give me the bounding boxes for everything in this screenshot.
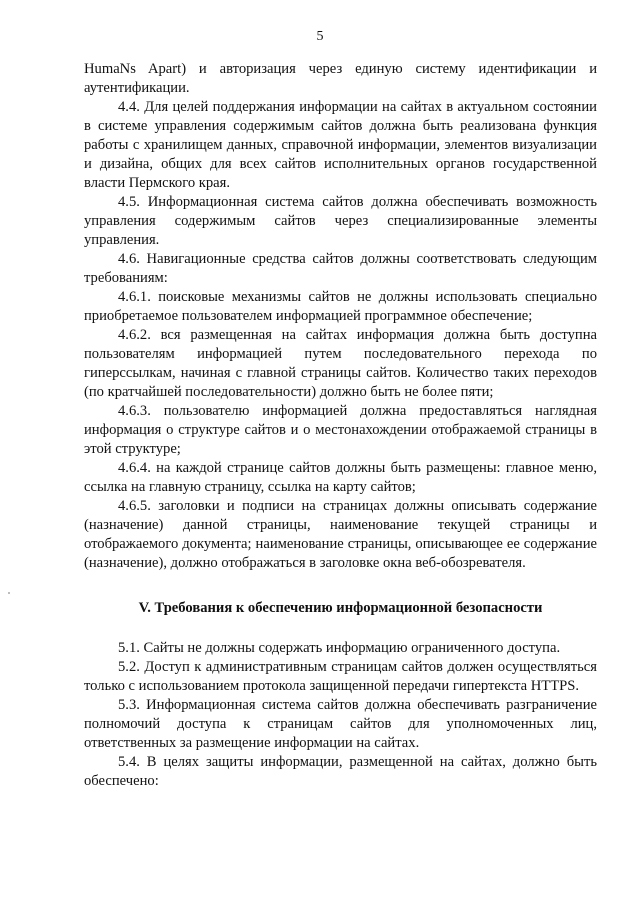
paragraph-5-2: 5.2. Доступ к административным страницам сайтов должен осуществляться только с использованием протокола защищенной передачи гипертекста HTTPS. — [84, 659, 597, 694]
scan-mark — [8, 592, 10, 594]
paragraph-5-1: 5.1. Сайты не должны содержать информацию ограниченного доступа. — [118, 640, 561, 656]
paragraph-4-6-4: 4.6.4. на каждой странице сайтов должны быть размещены: главное меню, ссылка на главную страницу, ссылка на карту сайтов; — [84, 460, 597, 495]
paragraph-5-3: 5.3. Информационная система сайтов должна обеспечивать разграничение полномочий доступа к страницам сайтов для уполномоченных лиц, ответственных за размещение информации на сайтах. — [84, 697, 597, 751]
paragraph-4-6-2: 4.6.2. вся размещенная на сайтах информация должна быть доступна пользователям информацией путем последовательного перехода по гиперссылкам, начиная с главной страницы сайтов. Количество таких переходов (по кратчайшей последовательности) должно быть не более пяти; — [84, 327, 597, 400]
paragraph-4-4: 4.4. Для целей поддержания информации на сайтах в актуальном состоянии в системе управления содержимым сайтов должна быть реализована функция работы с хранилищем данных, справочной информации, элементов визуализации и дизайна, общих для всех сайтов исполнительных органов государственной власти Пермского края. — [84, 99, 597, 191]
paragraph-continuation: HumaNs Apart) и авторизация через единую систему идентификации и аутентификации. — [84, 61, 597, 96]
paragraph-5-4: 5.4. В целях защиты информации, размещенной на сайтах, должно быть обеспечено: — [84, 754, 597, 789]
paragraph-4-6-1: 4.6.1. поисковые механизмы сайтов не должны использовать специально приобретаемое пользователем информацией программное обеспечение; — [84, 289, 597, 324]
page-number: 5 — [316, 29, 324, 44]
document-body — [84, 60, 597, 791]
paragraph-4-5: 4.5. Информационная система сайтов должна обеспечивать возможность управления содержимым сайтов через специализированные элементы управления. — [84, 194, 597, 248]
paragraph-4-6-5: 4.6.5. заголовки и подписи на страницах должны описывать содержание (назначение) данной страницы, наименование текущей страницы и отображаемого документа; наименование страницы, описывающее ее содержание (назначение), должно отображаться в заголовке окна веб-обозревателя. — [84, 498, 597, 571]
section-heading: V. Требования к обеспечению информационной безопасности — [138, 600, 543, 616]
paragraph-4-6-3: 4.6.3. пользователю информацией должна предоставляться наглядная информация о структуре сайтов и о местонахождении отображаемой страницы в этой структуре; — [84, 403, 597, 457]
paragraph-4-6: 4.6. Навигационные средства сайтов должны соответствовать следующим требованиям: — [84, 251, 597, 286]
